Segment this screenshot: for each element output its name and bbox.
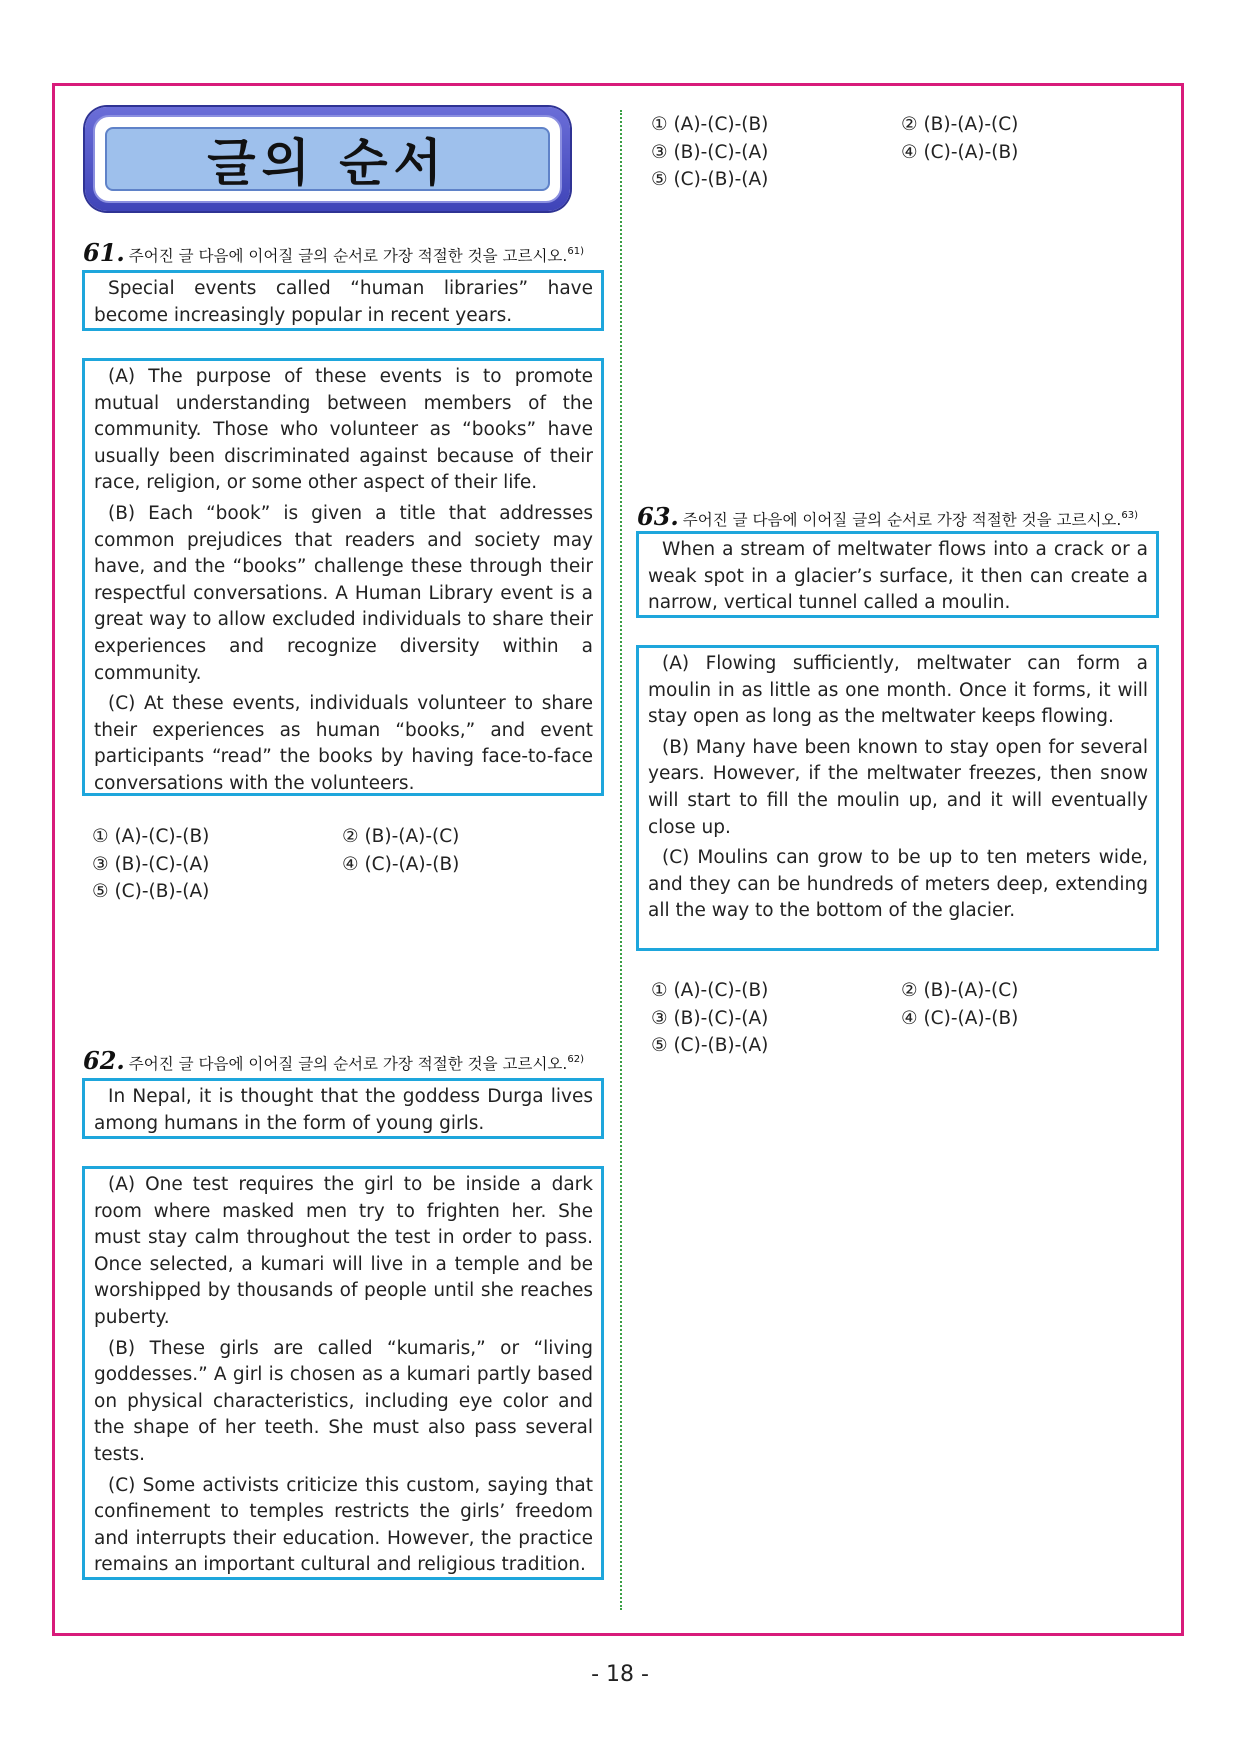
- options-text-box: [636, 645, 1159, 951]
- choice-1[interactable]: ① (A)-(C)-(B): [651, 114, 769, 135]
- choice-4[interactable]: ④ (C)-(A)-(B): [901, 1007, 1019, 1029]
- question-61-header: [83, 238, 584, 267]
- choice-3[interactable]: ③ (B)-(C)-(A): [92, 853, 210, 875]
- given-text: When a stream of meltwater flows into a crack or a weak spot in a glacier’s surface, it then can create a narrow, vertical tunnel called a moulin.: [648, 539, 1148, 614]
- section-title: 글의 순서: [207, 134, 448, 192]
- question-instruction: 주어진 글 다음에 이어질 글의 순서로 가장 적절한 것을 고르시오.: [682, 511, 1122, 529]
- footnote-ref: 62): [567, 1054, 584, 1065]
- answer-choices: [92, 823, 592, 908]
- question-instruction: 주어진 글 다음에 이어질 글의 순서로 가장 적절한 것을 고르시오.: [128, 247, 568, 265]
- choice-4[interactable]: ④ (C)-(A)-(B): [901, 141, 1019, 163]
- options-text-box: [82, 358, 604, 796]
- footnote-ref: 61): [567, 246, 584, 257]
- footnote-ref: 63): [1121, 510, 1138, 521]
- column-divider: [620, 110, 622, 1610]
- question-number: 62.: [83, 1046, 125, 1075]
- choice-5[interactable]: ⑤ (C)-(B)-(A): [651, 169, 769, 190]
- choice-1[interactable]: ① (A)-(C)-(B): [651, 980, 769, 1001]
- choice-5[interactable]: ⑤ (C)-(B)-(A): [651, 1035, 769, 1056]
- section-title-banner: [85, 107, 570, 211]
- given-text: Special events called “human libraries” have become increasingly popular in recent years.: [94, 278, 593, 326]
- question-62-header: [83, 1046, 584, 1075]
- given-text-box: [82, 1078, 604, 1139]
- choice-3[interactable]: ③ (B)-(C)-(A): [651, 141, 769, 163]
- question-number: 63.: [637, 502, 679, 531]
- answer-choices: [651, 111, 1151, 196]
- choice-4[interactable]: ④ (C)-(A)-(B): [342, 853, 460, 875]
- choice-2[interactable]: ② (B)-(A)-(C): [901, 114, 1019, 135]
- paragraph-c: (C) At these events, individuals volunteer to share their experiences as human “books,” and event participants “read” the books by having face-to-face conversations with the volunteers.: [94, 693, 593, 794]
- paragraph-a: (A) The purpose of these events is to promote mutual understanding between members of the community. Those who volunteer as “books” have usually been discriminated against because of their race, religion, or some other aspect of their life.: [94, 366, 593, 494]
- given-text-box: [636, 531, 1159, 618]
- page-number: - 18 -: [591, 1662, 649, 1687]
- given-text: In Nepal, it is thought that the goddess Durga lives among humans in the form of young girls.: [94, 1086, 593, 1134]
- paragraph-b: (B) These girls are called “kumaris,” or “living goddesses.” A girl is chosen as a kumari partly based on physical characteristics, including eye color and the shape of her teeth. She must also pass several tests.: [94, 1337, 593, 1465]
- choice-3[interactable]: ③ (B)-(C)-(A): [651, 1007, 769, 1029]
- options-text-box: [82, 1166, 604, 1580]
- paragraph-b: (B) Each “book” is given a title that addresses common prejudices that readers and society may have, and the “books” challenge these through their respectful conversations. A Human Library event is a great way to allow excluded individuals to share their experiences and recognize diversity within a community.: [94, 502, 593, 684]
- question-instruction: 주어진 글 다음에 이어질 글의 순서로 가장 적절한 것을 고르시오.: [128, 1055, 568, 1073]
- choice-1[interactable]: ① (A)-(C)-(B): [92, 826, 210, 847]
- given-text-box: [82, 270, 604, 331]
- choice-2[interactable]: ② (B)-(A)-(C): [901, 980, 1019, 1001]
- answer-choices: [651, 977, 1151, 1062]
- question-number: 61.: [83, 238, 125, 267]
- paragraph-a: (A) One test requires the girl to be inside a dark room where masked men try to frighten her. She must stay calm throughout the test in order to pass. Once selected, a kumari will live in a temple and be worshipped by thousands of people until she reaches puberty.: [94, 1174, 593, 1328]
- paragraph-c: (C) Moulins can grow to be up to ten meters wide, and they can be hundreds of meters deep, extending all the way to the bottom of the glacier.: [648, 847, 1148, 922]
- paragraph-c: (C) Some activists criticize this custom, saying that confinement to temples restricts the girls’ freedom and interrupts their education. However, the practice remains an important cultural and religious tradition.: [94, 1474, 593, 1576]
- question-63-header: [637, 502, 1138, 531]
- paragraph-a: (A) Flowing sufficiently, meltwater can form a moulin in as little as one month. Once it forms, it will stay open as long as the meltwater keeps flowing.: [648, 653, 1148, 728]
- choice-5[interactable]: ⑤ (C)-(B)-(A): [92, 881, 210, 902]
- paragraph-b: (B) Many have been known to stay open for several years. However, if the meltwater freezes, then snow will start to fill the moulin up, and it will eventually close up.: [648, 736, 1148, 838]
- choice-2[interactable]: ② (B)-(A)-(C): [342, 826, 460, 847]
